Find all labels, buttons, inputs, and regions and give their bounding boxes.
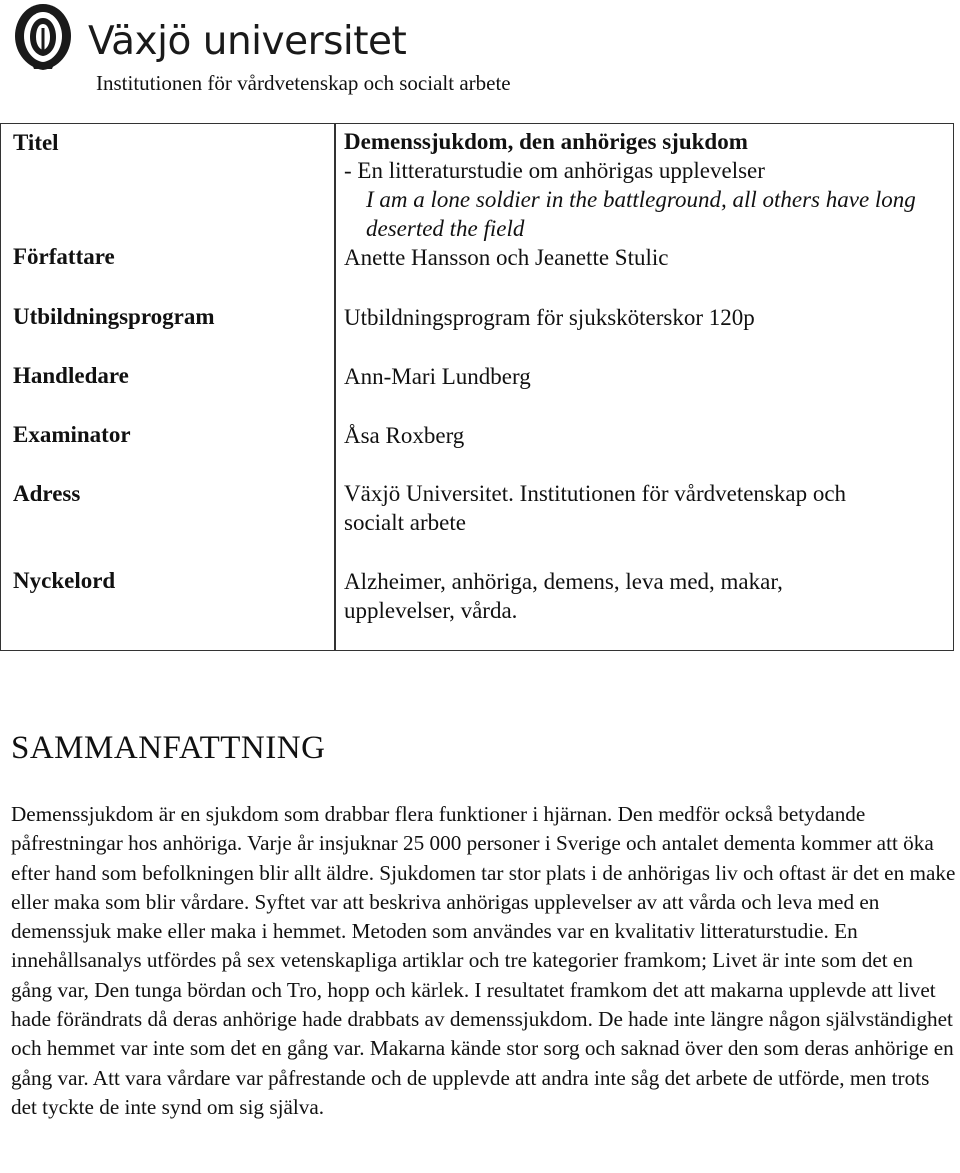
- column-divider: [334, 124, 336, 650]
- author-value: Anette Hansson och Jeanette Stulic: [344, 245, 669, 270]
- university-name: Växjö universitet: [88, 19, 407, 64]
- examiner-value: Åsa Roxberg: [344, 423, 465, 448]
- university-emblem-icon: [12, 2, 74, 72]
- institution-name: Institutionen för vårdvetenskap och socialt arbete: [96, 71, 511, 95]
- title-main: Demenssjukdom, den anhöriges sjukdom: [344, 129, 748, 154]
- program-value: Utbildningsprogram för sjuksköterskor 120p: [344, 305, 755, 330]
- document-header: [8, 0, 568, 100]
- summary-heading: SAMMANFATTNING: [11, 730, 326, 766]
- author-label: Författare: [13, 244, 115, 269]
- supervisor-label: Handledare: [13, 363, 129, 388]
- title-label: Titel: [13, 130, 59, 155]
- thesis-info-table: [0, 123, 954, 651]
- title-quote: I am a lone soldier in the battleground, all others have long deserted the field: [366, 187, 916, 241]
- address-value: Växjö Universitet. Institutionen för vårdvetenskap och socialt arbete: [344, 481, 847, 535]
- summary-text: Demenssjukdom är en sjukdom som drabbar flera funktioner i hjärnan. Den medför också betydande påfrestningar hos anhöriga. Varje år insjuknar 25 000 personer i Sverige och antalet dementa kommer att öka efter hand som befolkningen blir allt äldre. Sjukdomen tar stor plats i de anhörigas liv och oftast är det en make eller maka som blir vårdare. Syftet var att beskriva anhörigas upplevelser av att vårda och leva med en demenssjuk make eller maka i hemmet. Metoden som användes var en kvalitativ litteraturstudie. En innehållsanalys utfördes på sex vetenskapliga artiklar och tre kategorier framkom; Livet är inte som det en gång var, Den tunga bördan och Tro, hopp och kärlek. I resultatet framkom det att makarna upplevde att livet hade förändrats då deras anhörige hade drabbats av demenssjukdom. De hade inte längre någon självständighet och hemmet var inte som det en gång var. Makarna kände stor sorg och saknad över den som deras anhörige en gång var. Att vara vårdare var påfrestande och de upplevde att andra inte såg det arbete de utförde, men trots det tyckte de inte synd om sig själva.: [11, 802, 956, 1119]
- title-value: [344, 127, 944, 243]
- title-subtitle: - En litteraturstudie om anhörigas upplevelser: [344, 158, 765, 183]
- keywords-label: Nyckelord: [13, 568, 116, 593]
- keywords-value: Alzheimer, anhöriga, demens, leva med, makar, upplevelser, vårda.: [344, 569, 783, 623]
- address-label: Adress: [13, 481, 81, 506]
- program-label: Utbildningsprogram: [13, 304, 215, 329]
- examiner-label: Examinator: [13, 422, 131, 447]
- supervisor-value: Ann-Mari Lundberg: [344, 364, 531, 389]
